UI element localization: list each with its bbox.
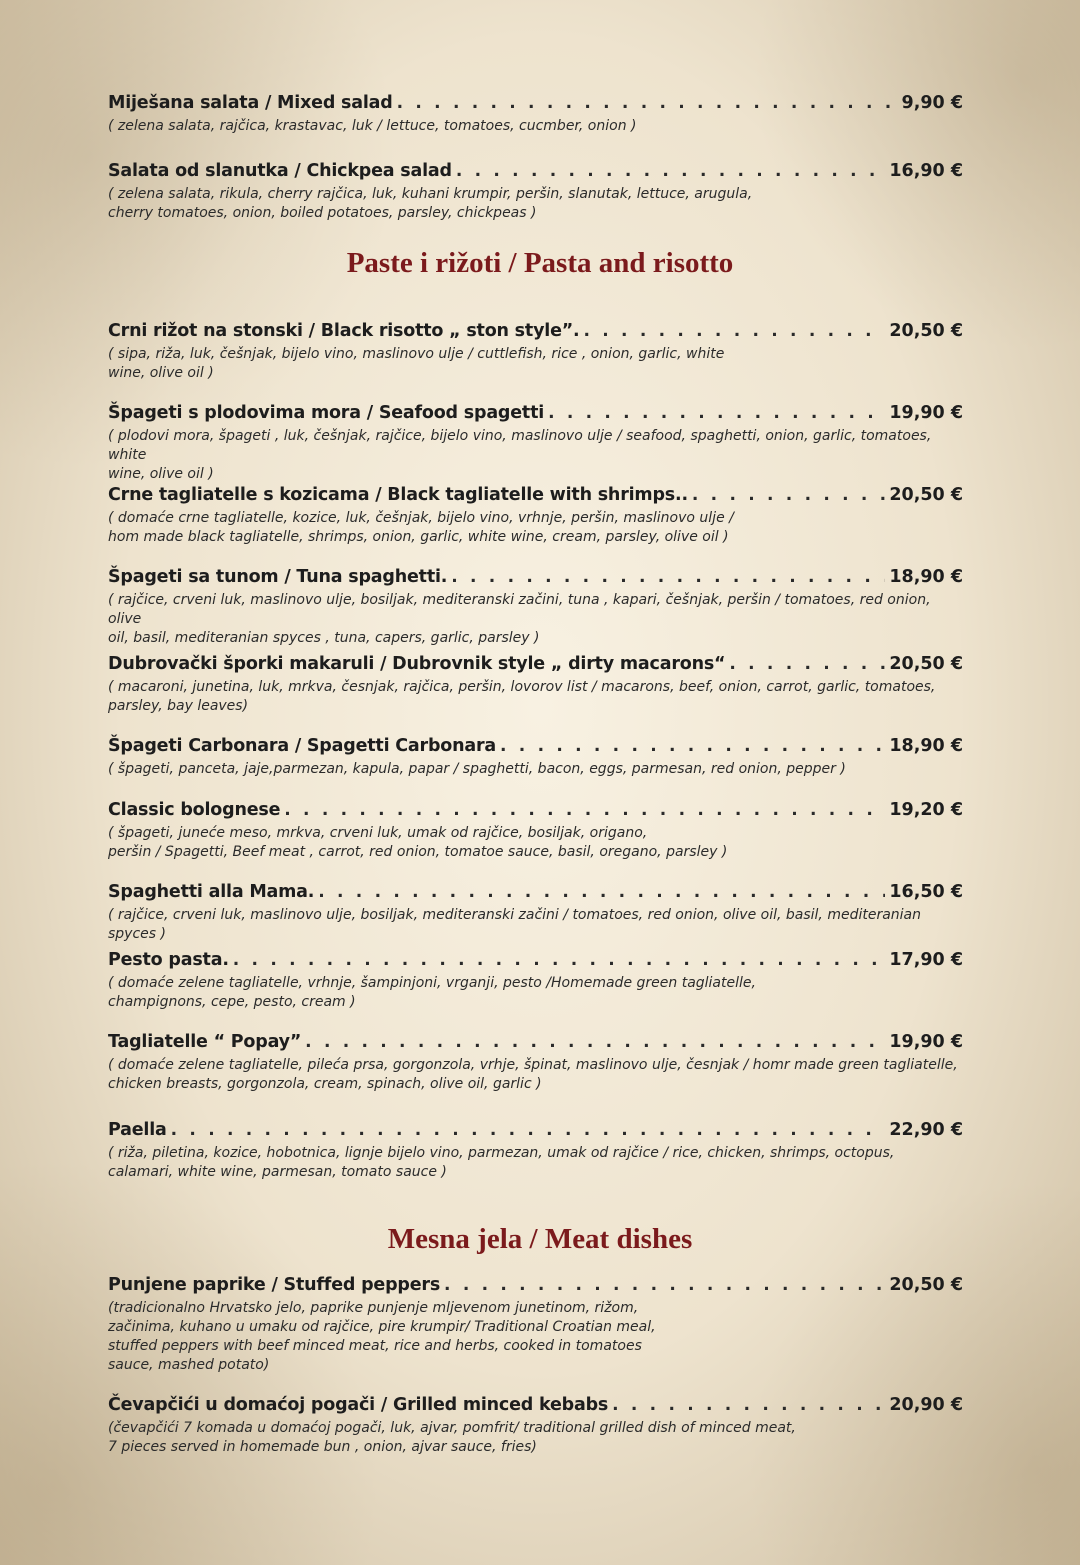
item-description: ( macaroni, junetina, luk, mrkva, česnjak, rajčica, peršin, lovorov list / macarons, beef, onion, carrot, garlic, tomatoes, parsley, bay leaves) <box>108 679 936 714</box>
item-description: ( zelena salata, rikula, cherry rajčica, luk, kuhani krumpir, peršin, slanutak, lettuce, arugula, cherry tomatoes, onion, boiled potatoes, parsley, chickpeas ) <box>108 186 753 221</box>
item-price: 16,90 € <box>889 161 963 181</box>
item-price: 20,90 € <box>889 1395 963 1415</box>
item-description: (tradicionalno Hrvatsko jelo, paprike punjenje mljevenom junetinom, rižom, začinima, kuhano u umaku od rajčice, pire krumpir/ Traditional Croatian meal, stuffed peppers with beef minced meat, rice and herbs, cooked in tomatoes sauce, mashed potato) <box>108 1300 656 1373</box>
item-name: Pesto pasta. <box>108 950 229 970</box>
item-price: 17,90 € <box>889 950 963 970</box>
item-description: ( rajčice, crveni luk, maslinovo ulje, bosiljak, mediteranski začini, tuna , kapari, češnjak, peršin / tomatoes, red onion, olive oil, basil, mediteranian spyces , tuna, capers, garlic, parsley ) <box>108 592 931 646</box>
dot-leader <box>284 800 885 820</box>
menu-item-cevapcici <box>108 1395 963 1457</box>
dot-leader <box>612 1395 885 1415</box>
item-name: Salata od slanutka / Chickpea salad <box>108 161 452 181</box>
menu-item-seafood-spaghetti <box>108 403 963 484</box>
dot-leader <box>397 93 898 113</box>
dot-leader <box>171 1120 886 1140</box>
item-name: Tagliatelle “ Popay” <box>108 1032 302 1052</box>
menu-item-tagliatelle-popay <box>108 1032 963 1094</box>
item-name: Čevapčići u domaćoj pogači / Grilled minced kebabs <box>108 1395 609 1415</box>
item-price: 19,90 € <box>889 1032 963 1052</box>
menu-item-bolognese <box>108 800 963 862</box>
menu-item-paella <box>108 1120 963 1182</box>
item-price: 18,90 € <box>889 567 963 587</box>
item-price: 20,50 € <box>889 321 963 341</box>
item-description: ( rajčice, crveni luk, maslinovo ulje, bosiljak, mediteranski začini / tomatoes, red onion, olive oil, basil, mediteranian spyces ) <box>108 907 922 942</box>
item-name: Crni rižot na stonski / Black risotto „ ston style”. <box>108 321 580 341</box>
item-name: Dubrovački šporki makaruli / Dubrovnik style „ dirty macarons“ <box>108 654 726 674</box>
dot-leader <box>318 882 885 902</box>
item-price: 20,50 € <box>889 1275 963 1295</box>
dot-leader <box>584 321 886 341</box>
item-name: Paella <box>108 1120 167 1140</box>
item-name: Špageti Carbonara / Spagetti Carbonara <box>108 736 497 756</box>
menu-item-carbonara <box>108 736 963 779</box>
menu-item-black-tagliatelle <box>108 485 963 547</box>
dot-leader <box>500 736 885 756</box>
item-price: 19,90 € <box>889 403 963 423</box>
menu-item-spaghetti-alla-mama <box>108 882 963 944</box>
item-description: ( riža, piletina, kozice, hobotnica, lignje bijelo vino, parmezan, umak od rajčice / rice, chicken, shrimps, octopus, calamari, white wine, parmesan, tomato sauce ) <box>108 1145 895 1180</box>
item-name: Crne tagliatelle s kozicama / Black tagliatelle with shrimps.. <box>108 485 688 505</box>
item-price: 20,50 € <box>889 485 963 505</box>
dot-leader <box>444 1275 885 1295</box>
item-price: 18,90 € <box>889 736 963 756</box>
dot-leader <box>305 1032 885 1052</box>
dot-leader <box>692 485 885 505</box>
dot-leader <box>233 950 886 970</box>
item-description: ( domaće zelene tagliatelle, pileća prsa, gorgonzola, vrhje, špinat, maslinovo ulje, česnjak / homr made green tagliatelle, chicken breasts, gorgonzola, cream, spinach, olive oil, garlic ) <box>108 1057 958 1092</box>
section-title-meat: Mesna jela / Meat dishes <box>387 1223 693 1255</box>
item-description: ( domaće crne tagliatelle, kozice, luk, češnjak, bijelo vino, vrhnje, peršin, maslinovo ulje / hom made black tagliatelle, shrimps, onion, garlic, white wine, cream, parsley, olive oil ) <box>108 510 734 545</box>
item-description: (čevapčići 7 komada u domaćoj pogači, luk, ajvar, pomfrit/ traditional grilled dish of minced meat, 7 pieces served in homemade bun , onion, ajvar sauce, fries) <box>108 1420 796 1455</box>
item-description: ( zelena salata, rajčica, krastavac, luk / lettuce, tomatoes, cucmber, onion ) <box>108 118 637 134</box>
item-description: ( špageti, juneće meso, mrkva, crveni luk, umak od rajčice, bosiljak, origano, peršin / Spagetti, Beef meat , carrot, red onion, tomatoe sauce, basil, oregano, parsley ) <box>108 825 728 860</box>
menu-item-dirty-macarons <box>108 654 963 716</box>
section-title-pasta: Paste i rižoti / Pasta and risotto <box>346 247 734 279</box>
item-name: Špageti s plodovima mora / Seafood spagetti <box>108 403 545 423</box>
menu-item-mixed-salad <box>108 93 963 136</box>
menu-item-pesto-pasta <box>108 950 963 1012</box>
menu-item-chickpea-salad <box>108 161 963 223</box>
item-price: 9,90 € <box>901 93 963 113</box>
item-price: 19,20 € <box>889 800 963 820</box>
item-description: ( plodovi mora, špageti , luk, češnjak, rajčice, bijelo vino, maslinovo ulje / seafood, spaghetti, onion, garlic, tomatoes, white wine, olive oil ) <box>108 428 932 482</box>
menu-item-stuffed-peppers <box>108 1275 963 1375</box>
dot-leader <box>456 161 886 181</box>
dot-leader <box>548 403 885 423</box>
dot-leader <box>729 654 885 674</box>
item-price: 20,50 € <box>889 654 963 674</box>
item-price: 16,50 € <box>889 882 963 902</box>
item-description: ( špageti, panceta, jaje,parmezan, kapula, papar / spaghetti, bacon, eggs, parmesan, red onion, pepper ) <box>108 761 846 777</box>
menu-item-tuna-spaghetti <box>108 567 963 648</box>
item-description: ( sipa, riža, luk, češnjak, bijelo vino, maslinovo ulje / cuttlefish, rice , onion, garlic, white wine, olive oil ) <box>108 346 725 381</box>
item-name: Classic bolognese <box>108 800 281 820</box>
menu-item-black-risotto <box>108 321 963 383</box>
item-name: Špageti sa tunom / Tuna spaghetti. <box>108 567 448 587</box>
item-description: ( domaće zelene tagliatelle, vrhnje, šampinjoni, vrganji, pesto /Homemade green tagliatelle, champignons, cepe, pesto, cream ) <box>108 975 756 1010</box>
item-price: 22,90 € <box>889 1120 963 1140</box>
item-name: Miješana salata / Mixed salad <box>108 93 393 113</box>
dot-leader <box>451 567 885 587</box>
item-name: Spaghetti alla Mama. <box>108 882 315 902</box>
item-name: Punjene paprike / Stuffed peppers <box>108 1275 441 1295</box>
